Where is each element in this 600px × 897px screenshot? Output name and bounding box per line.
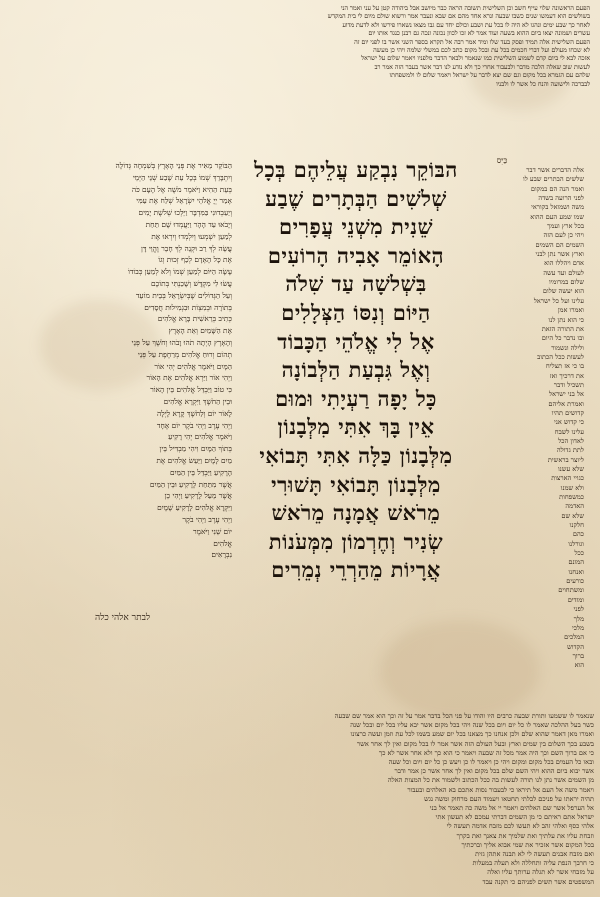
commentary-line: יוֹם שֵׁנִי וַיֹּאמֶר — [193, 526, 232, 536]
commentary-line: את דרכיך ואז — [549, 371, 584, 380]
commentary-line: ויהי כן לעם הזה — [543, 231, 584, 240]
commentary-line: וְיִתְבָּרֵךְ שְׁמוֹ בְּכָל עֵת שֶׁבַע שְׁנֵי הַיְּמֵי — [132, 172, 232, 182]
commentary-line: מלכי — [572, 623, 584, 632]
commentary-line: ואמר הנה הם במקום — [530, 184, 584, 193]
commentary-line: מלך — [573, 614, 584, 623]
main-text-line: הָאוֹמֵר אָבִיה הָרוֹעִים — [267, 242, 445, 268]
commentary-line: אָמַר יְיָ אֱלֹהֵי יִשְׂרָאֵל שְׁלַח אֶת עַמִּי — [136, 196, 232, 206]
commentary-line: על מזבחי אשר לא תגלה ערותך עליו ואלה — [487, 868, 594, 877]
commentary-line: שנאמר לו ששמעו ותורת שבעה כרבים היו והודו על פני הכל בדבר אמר על זה וכך הוא אמר שם שבעה — [334, 712, 594, 720]
commentary-line: וְיָבֹאוּ עַד הָהָר וַיַּעֲמְדוּ שָׁם תַּחַת — [145, 219, 232, 229]
commentary-line: אל הערפל אשר שם האלהים ויאמר יי אל משה כה תאמר אל בני — [429, 804, 594, 813]
commentary-line: קדושים תהיו — [551, 408, 584, 417]
commentary-line: בְּעֵת הַהִיא וַיֹּאמֶר מֹשֶׁה אֶל הָעָם כֹּה — [131, 184, 232, 194]
commentary-line: שלשים הבתרים שבע לו — [523, 175, 584, 184]
commentary-line: שמו שמע העם ההוא — [530, 212, 584, 221]
commentary-line: אזכה לבא לי ביום קדם לשמוע השלישית כמו שנאמר ולבאר הדבר מלפניו ויאמר שלום על ישראל — [361, 54, 590, 63]
commentary-line: וּבֵין הַחֹשֶׁךְ וַיִּקְרָא אֱלֹהִים — [163, 396, 232, 406]
commentary-line: תהיה יראתו על פניכם לבלתי תחטאו ויעמוד העם מרחוק ומשה נגש — [424, 794, 594, 803]
commentary-line: ואנחנו — [568, 567, 584, 576]
commentary-line: הָרָקִיעַ וַיַּבְדֵּל בֵּין הַמַּיִם — [170, 467, 232, 477]
commentary-line: וגורלנו — [568, 539, 584, 548]
main-text-line: מִלְּבָנוֹן כַּלָּה אִתִּי תָּבוֹאִי — [259, 442, 453, 468]
main-text-line: מִלְּבָנוֹן תָּבוֹאִי תָּשׁוּרִי — [271, 471, 441, 497]
commentary-line: הַמָּיִם וַיֹּאמֶר אֱלֹהִים יְהִי אוֹר — [154, 361, 232, 371]
commentary-line: וַיְהִי עֶרֶב וַיְהִי בֹקֶר — [182, 514, 232, 524]
commentary-line: לא שכחו מעולם ועל דברי חכמים בכל עת ובכל מקום כתב לכם במשלי שלמה ויהי כן מעשה — [373, 46, 590, 55]
commentary-line: בְּתוֹךְ הַמָּיִם וִיהִי מַבְדִּיל בֵּין — [159, 444, 232, 454]
commentary-line: עֲשׂוּ לִי מִקְדָּשׁ וְשָׁכַנְתִּי בְּתוֹכָם — [151, 278, 232, 288]
commentary-line: ישראל אתם ראיתם כי מן השמים דברתי עמכם לא תעשון אתי — [435, 813, 594, 822]
commentary-line: לעשות ככל הכתוב — [537, 352, 584, 361]
commentary-line: כגויי הארצות — [551, 474, 584, 483]
commentary-line: מן השמים אשר נתן לנו תורה לעשות בה ככל הכתוב ולשמור את כל המצות האלה — [387, 776, 594, 785]
commentary-line: שלא שם — [561, 511, 584, 520]
commentary-line: כשר בעל ההלכה שאמר לו כל יום ויום בכל שנה ויהי בכל מקום אשר יבא עליו בכל יום ובכל שנה — [350, 721, 594, 730]
main-text-line: אֵין בָּךְ אִתִּי מִלְּבָנוֹן — [277, 414, 435, 440]
commentary-line: הפעם השלישית אלה תמיד ופסק בעד שלו ומיד אמר רבה אל תקרא בספר השני אשר בו לפני יום זה — [354, 37, 590, 46]
commentary-line: ומודים — [567, 595, 584, 604]
commentary-line: ואמרו אמן — [557, 306, 584, 315]
main-text-line: וְאֶל גִּבְעַת הַלְּבוֹנָה — [281, 357, 431, 383]
commentary-line: לאדון הכל — [558, 436, 584, 445]
commentary-line: ויאמר משה אל העם אל תיראו כי לבעבור נסות אתכם בא האלהים ובעבור — [407, 785, 594, 794]
commentary-line: כמשפחות — [559, 493, 584, 502]
commentary-line: מַיִם לָמָיִם וַיַּעַשׂ אֱלֹהִים אֶת — [156, 455, 232, 465]
commentary-line: ואמרו מאן דאמר שהוא שלם ולכן אנחנו כך מצאנו בכל יום שמע בשמו לכל עת וזמן ועשה כרצונו — [350, 730, 594, 739]
commentary-line: וַיִּקְרָא אֱלֹהִים לָרָקִיעַ שָׁמָיִם — [157, 503, 232, 513]
commentary-line: שלהם עם הגמרא בכל מקום וגם שם יצא לדבר על ישראל ויאמר שלום לו ולמשפחתו — [389, 71, 590, 80]
main-text-line: הַיּוֹם וְנִסּוֹ הַצְּלָלִים — [281, 299, 431, 325]
commentary-line: ואם מזבח אבנים תעשה לי לא תבנה אתהן גזית — [475, 850, 594, 859]
commentary-line: כְּתִיב בְּרֵאשִׁית בָּרָא אֱלֹהִים — [157, 314, 232, 324]
main-text-line: כָּל יָפָה רַעְיָתִי וּמוּם — [275, 385, 437, 411]
commentary-line: לָאוֹר יוֹם וְלַחֹשֶׁךְ קָרָא לָיְלָה — [157, 408, 232, 418]
commentary-line: שלא עשנו — [557, 465, 584, 473]
commentary-line: בכל ארץ ועמך — [547, 222, 584, 231]
commentary-line: נִבְרָאִים — [211, 550, 232, 560]
commentary-line: אדם ויהללו הוא — [544, 259, 584, 268]
commentary-line: לאחר כך שבע ימים ונהגו לא היה לו בכל עת ושבע וכולם יחד עם גבו מצאו נשארו פירשו ולא לדעת מדוע — [342, 20, 590, 29]
commentary-line: ולילה ונשמור — [551, 343, 584, 352]
commentary-line: וארץ אשר נתן לבני — [535, 250, 584, 259]
commentary-line: כִּי טוֹב וַיַּבְדֵּל אֱלֹהִים בֵּין הָאוֹר — [150, 385, 232, 395]
main-text-line: הבּוֹקֵר נִבְקַע עֲלֵיהֶם בְּכָל — [254, 157, 458, 182]
left-commentary-column — [22, 160, 232, 580]
commentary-line: לתת גדולה — [556, 446, 584, 455]
commentary-line: עָשָׂה הַיּוֹם לְמַעַן שְׁמוֹ וְלֹא לְמַעַן כְּבוֹדוֹ — [127, 267, 232, 277]
commentary-line: כי חרבך הנפת עליה ותחללה ולא תעלה במעלות — [472, 859, 594, 868]
commentary-line: אֲשֶׁר מֵעַל לָרָקִיעַ וַיְהִי כֵן — [164, 491, 232, 501]
marginal-heading: כַּיִּס — [496, 156, 508, 165]
main-text-line: מֵרֹאשׁ אֲמָנָה מֵרֹאשׁ — [271, 500, 441, 526]
commentary-line: אל בני ישראל — [549, 390, 584, 399]
commentary-line: המלכים — [564, 633, 584, 642]
commentary-line: כי אם ברוך השם וכך היה אמר מכל זה שבעה ויאמר כי הוא כך ולא אחר אשר לא כך — [378, 748, 594, 757]
main-text-line: בִּשְׁלשָׁה עַד שִׁלֹה — [285, 271, 427, 297]
commentary-line: כורעים — [566, 577, 584, 586]
commentary-line: בכל המקום אשר אזכיר את שמי אבוא אליך וברכתיך — [461, 840, 594, 849]
commentary-line: הוא — [574, 661, 584, 670]
commentary-line: בשבע בכך השלום בין שמים וארץ ובעל העולם הזה אשר אמר לו בכל מקום ואין לך אחר אשר — [356, 739, 594, 748]
commentary-line: לפני הרועה בשדה — [538, 194, 584, 203]
top-commentary — [12, 4, 590, 132]
commentary-line: ברוך — [572, 651, 584, 660]
commentary-line: וַיְהִי עֶרֶב וַיְהִי בֹקֶר יוֹם אֶחָד — [156, 420, 232, 430]
commentary-line: בו כי אז תצליח — [545, 362, 584, 371]
commentary-line: השמים הם השמים — [535, 240, 584, 249]
commentary-line: הוא יעשה שלום — [542, 287, 584, 296]
commentary-line: אלהי כסף ואלהי זהב לא תעשו לכם מזבח אדמה תעשה לי — [446, 822, 594, 831]
bottom-commentary — [10, 712, 594, 890]
commentary-line: תְהוֹם וְרוּחַ אֱלֹהִים מְרַחֶפֶת עַל פְּנֵי — [137, 349, 232, 359]
right-marginal-column — [464, 166, 584, 686]
commentary-line: ליוצר בראשית — [547, 455, 584, 464]
commentary-line: לפני — [573, 605, 584, 614]
commentary-line: וְהָאָרֶץ הָיְתָה תֹהוּ וָבֹהוּ וְחֹשֶׁךְ עַל פְּנֵי — [131, 337, 232, 347]
commentary-line: אלה הדברים אשר דבר — [526, 166, 584, 174]
commentary-line: אֶת הַשָּׁמַיִם וְאֵת הָאָרֶץ — [168, 326, 232, 336]
commentary-line: בְּתוֹרָה וּבְמִצְוֹת וּבִגְמִילוּת חֲסָדִים — [144, 302, 232, 312]
commentary-line: משה ושמואל בקוראי — [531, 203, 584, 212]
commentary-line: לבברכה ולישועה והנח כל אשר לו ולבניו — [496, 79, 590, 88]
commentary-line: עשרים ושמונה יצאו ביום ההוא בשעה ועוד אמר לא זכו לכוון נכונה ונכה גם רבנן כנגד אותו יום — [368, 29, 590, 38]
commentary-line: לעולם ועד עשה — [543, 268, 584, 277]
main-text-line: שֵׁנִית מִשְׁנֵי עֲפָרִים — [278, 214, 434, 240]
commentary-line: המשפטים אשר תשים לפניהם כי תקנה עבד — [482, 877, 594, 886]
commentary-line: אֲשֶׁר מִתַּחַת לָרָקִיעַ וּבֵין הַמַּיִם — [149, 479, 232, 489]
commentary-line: עלינו ועל כל ישראל — [533, 296, 584, 305]
commentary-line: האדמה — [565, 502, 584, 511]
commentary-line: אֶת כָּל הָאָדָם לְכַף זְכוּת וְגוֹ — [158, 255, 232, 265]
commentary-line: וַיְהִי אוֹר וַיַּרְא אֱלֹהִים אֶת הָאוֹר — [146, 373, 232, 383]
commentary-line: הַבּוֹקֵר מֵאִיר אֶת פְּנֵי הָאָרֶץ בְּשִׁמְחָה גְּדוֹלָה — [115, 161, 232, 170]
commentary-line: ולא שמנו — [560, 483, 584, 492]
commentary-line: עלינו לשבח — [554, 427, 584, 436]
commentary-line: לְמַעַן יִשְׁמְעוּ וְיִלְמְדוּ וְיִרְאוּ אֶת — [151, 231, 232, 241]
commentary-line: וְעַל הַגְּדוֹלִים שֶׁבְּיִשְׂרָאֵל בְּבֵית מוֹעֵד — [135, 290, 232, 300]
commentary-line: וְיַעַבְדוּנִי בַּמִּדְבָּר וַיֵּלְכוּ שְׁלשֶׁת יָמִים — [138, 208, 232, 218]
left-closing-line: לבתר אלהי כלה — [95, 613, 151, 623]
commentary-line: תשכיל ודבר — [553, 380, 584, 389]
commentary-line: הפעם הראשונה שלוי עייף חשב וכן השלישית תשובה הראה כבר מיושב אבל ביהודה קטן על עני ואמר הני — [340, 4, 590, 12]
commentary-line: כהם — [572, 530, 584, 539]
commentary-line: וזבחת עליו את עלתיך ואת שלמיך את צאנך ואת בקרך — [456, 831, 594, 840]
main-text-line: שְׂנִיר וְחֶרְמוֹן מִמְּעֹנוֹת — [268, 528, 444, 554]
commentary-line: שלום במרומיו — [549, 278, 584, 287]
commentary-line: ואמרת אליהם — [548, 399, 584, 408]
commentary-line: ובו נדבר כל היום — [541, 334, 584, 343]
commentary-line: המונם — [568, 558, 584, 567]
commentary-line: לעשות שוב שאלה הלכה מדבר ולבעבור אחרי כך ולא נודע לנו דבר אשר בעבר הזה אמר רב — [374, 62, 590, 71]
commentary-line: הקדוש — [567, 642, 584, 651]
commentary-line: ומשתחוים — [558, 586, 584, 595]
commentary-line: כי הוא נתן לנו — [548, 315, 584, 324]
commentary-line: וַיֹּאמֶר אֱלֹהִים יְהִי רָקִיעַ — [168, 432, 232, 442]
commentary-line: אֱלֹהִים — [213, 538, 232, 548]
commentary-line: אשר יבוא ביום ההוא ויהי השם שלם בכל מקום ואין לך אחר אשר כן אמר ודבר — [394, 767, 594, 776]
main-text-line: אֲרָיוֹת מֵהַרְרֵי נְמֵרִים — [271, 557, 441, 583]
commentary-line: עֲשֵׂה לְךָ רַב וּקְנֵה לְךָ חָבֵר וֶהֱוֵי דָּן — [141, 243, 232, 253]
commentary-line: חלקנו — [569, 521, 584, 530]
commentary-line: ככל — [574, 549, 584, 558]
commentary-line: ובאו כל העמים בכל מקום ומקום ויהי כן ויאמר לו כן ויעש כן כל יום ויום וכל שעה — [388, 758, 594, 767]
commentary-line: את התורה הזאת — [541, 324, 584, 333]
main-text-column — [240, 156, 472, 616]
commentary-line: כי קדוש אני — [553, 418, 584, 427]
main-text-line: שְׁלשִׁים הַבְּתָרִים שֶׁבַע — [265, 185, 447, 211]
commentary-line: בשולשים הוא דעמשו שנים כשבו שבעה ונרא אחד מהם אם שבא ונעבר אמר ורשוא שולם מיום לי בית המקדש — [327, 12, 590, 21]
main-text-line: אֶל לִי אֱלֹהֵי הַכָּבוֹד — [277, 328, 435, 354]
